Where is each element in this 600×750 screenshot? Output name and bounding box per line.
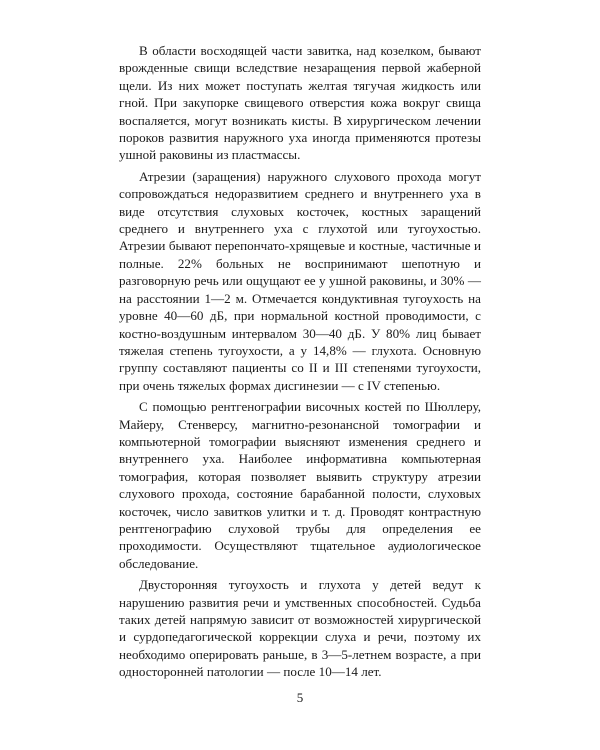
page-number: 5 bbox=[296, 690, 304, 705]
paragraph-ear-canal-atresia: Атрезии (заращения) наружного слухового прохода могут сопровождаться недоразвитием среднего и внутреннего уха в виде отсутствия слуховых косточек, костных заращений среднего и внутреннего уха с глухотой или тугоухостью. Атрезии бывают перепончато-хрящевые и костные, частичные и полные. 22% больных не воспринимают шепотную и разговорную речь или ощущают ее у ушной раковины, и 30% — на расстоянии 1—2 м. Отмечается кондуктивная тугоухость на уровне 40—60 дБ, при нормальной костной проводимости, с костно-воздушным интервалом 30—40 дБ. У 80% лиц бывает тяжелая степень тугоухости, а у 14,8% — глухота. Основную группу составляют пациенты со II и III степенями тугоухости, при очень тяжелых формах дисгинезии — с IV степенью. bbox=[119, 168, 481, 393]
paragraph-bilateral-hearing-loss: Двусторонняя тугоухость и глухота у детей ведут к нарушению развития речи и умственных способностей. Судьба таких детей напрямую зависит от возможностей хирургической и сурдопедагогической коррекции слуха и речи, поэтому их необходимо оперировать раньше, в 3—5-летнем возрасте, а при односторонней патологии — после 10—14 лет. bbox=[119, 577, 481, 680]
paragraph-radiography-diagnostics: С помощью рентгенографии височных костей по Шюллеру, Майеру, Стенверсу, магнитно-резонансной томографии и компьютерной томографии выясняют изменения среднего и внутреннего уха. Наиболее информативна компьютерная томография, которая позволяет выявить структуру атрезии слухового прохода, состояние барабанной полости, слуховых косточек, число завитков улитки и т. д. Проводят контрастную рентгенографию слуховой трубы для определения ее проходимости. Осуществляют тщательное аудиологическое обследование. bbox=[119, 399, 481, 571]
paragraph-congenital-fistulas: В области восходящей части завитка, над козелком, бывают врожденные свищи вследствие незаращения первой жаберной щели. Из них может поступать желтая тягучая жидкость или гной. При закупорке свищевого отверстия кожа вокруг свища воспаляется, могут возникать кисты. В хирургическом лечении пороков развития наружного уха иногда применяются протезы ушной раковины из пластмассы. bbox=[119, 43, 481, 163]
page-body bbox=[119, 42, 481, 685]
